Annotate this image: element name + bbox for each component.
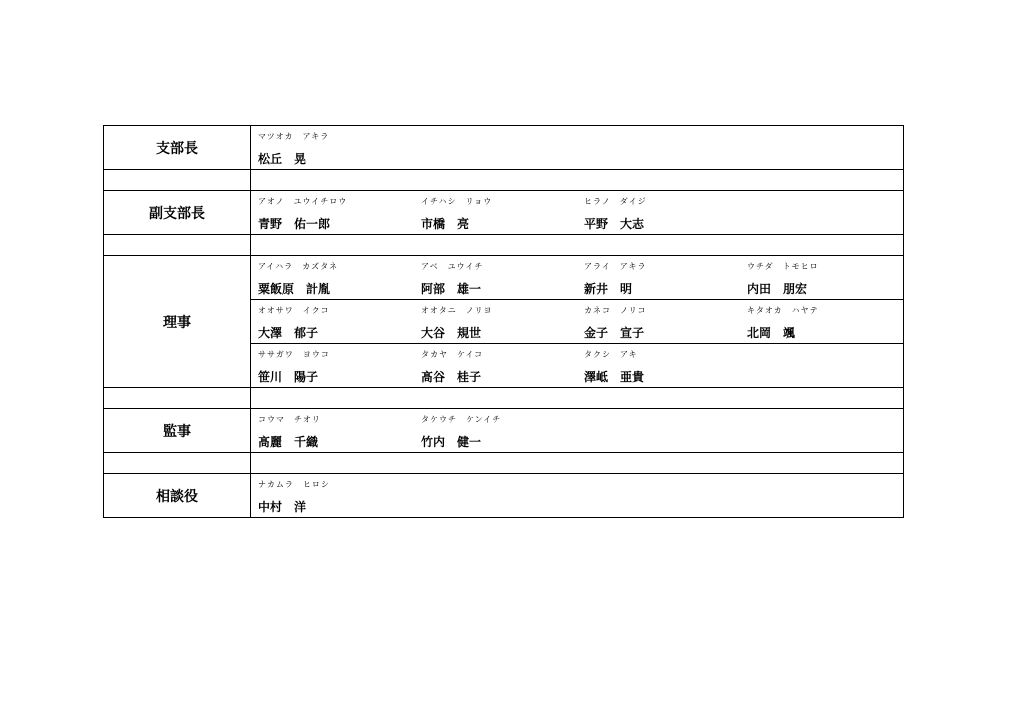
name-row [251,299,903,343]
name-kanji: 粟飯原 計胤 [258,282,331,296]
spacer-cell [104,453,251,474]
spacer-cell [104,170,251,191]
section-row [104,126,904,170]
name-kanji: 髙谷 桂子 [421,370,482,384]
name-reading: アベ ユウイチ [421,262,484,271]
spacer-cell [104,388,251,409]
section-row [104,409,904,453]
person-entry [584,300,747,343]
spacer-cell [251,170,904,191]
person-entry [258,474,421,517]
person-entry [421,344,584,387]
person-entry [747,256,910,299]
person-entry [258,300,421,343]
spacer-cell [251,388,904,409]
name-kanji: 髙麗 千織 [258,435,319,449]
name-reading: オオタニ ノリヨ [421,306,493,315]
name-row [251,126,903,169]
section-row [104,191,904,235]
name-kanji: 北岡 颯 [747,326,796,340]
person-entry [258,126,421,169]
role-label: 相談役 [104,474,251,518]
person-entry [421,300,584,343]
name-row [251,191,903,234]
spacer-row [104,170,904,191]
names-cell [251,256,904,388]
role-label: 監事 [104,409,251,453]
name-kanji: 青野 佑一郎 [258,217,331,231]
name-kanji: 新井 明 [584,282,633,296]
person-entry [747,300,910,343]
name-reading: タクシ アキ [584,350,638,359]
name-reading: アイハラ カズタネ [258,262,339,271]
name-kanji: 中村 洋 [258,500,307,514]
name-row [251,256,903,299]
name-reading: オオサワ イクコ [258,306,330,315]
name-kanji: 澤岻 亜貴 [584,370,645,384]
name-reading: コウマ チオリ [258,415,321,424]
name-kanji: 平野 大志 [584,217,645,231]
spacer-cell [251,453,904,474]
spacer-row [104,453,904,474]
names-cell [251,126,904,170]
name-kanji: 竹内 健一 [421,435,482,449]
person-entry [258,344,421,387]
names-cell [251,474,904,518]
spacer-cell [104,235,251,256]
names-cell [251,191,904,235]
name-kanji: 松丘 晃 [258,152,307,166]
person-entry [421,256,584,299]
person-entry [584,191,747,234]
person-entry [258,191,421,234]
officers-table [103,125,904,518]
name-kanji: 市橋 亮 [421,217,470,231]
name-kanji: 内田 朋宏 [747,282,808,296]
section-row [104,474,904,518]
person-entry [584,344,747,387]
name-row [251,409,903,452]
name-reading: ササガワ ヨウコ [258,350,330,359]
name-kanji: 大澤 郁子 [258,326,319,340]
name-reading: キタオカ ハヤテ [747,306,819,315]
person-entry [421,409,584,452]
name-reading: タカヤ ケイコ [421,350,484,359]
name-row [251,343,903,387]
names-cell [251,409,904,453]
role-label: 副支部長 [104,191,251,235]
name-kanji: 大谷 規世 [421,326,482,340]
role-label: 支部長 [104,126,251,170]
name-reading: イチハシ リョウ [421,197,493,206]
spacer-row [104,388,904,409]
name-reading: アライ アキラ [584,262,647,271]
officers-table-body [104,126,904,518]
person-entry [584,256,747,299]
spacer-row [104,235,904,256]
name-reading: ナカムラ ヒロシ [258,480,330,489]
name-reading: ウチダ トモヒロ [747,262,819,271]
name-reading: アオノ ユウイチロウ [258,197,348,206]
name-kanji: 笹川 陽子 [258,370,319,384]
name-kanji: 金子 宣子 [584,326,645,340]
person-entry [421,191,584,234]
spacer-cell [251,235,904,256]
person-entry [258,256,421,299]
name-row [251,474,903,517]
name-kanji: 阿部 雄一 [421,282,482,296]
role-label: 理事 [104,256,251,388]
name-reading: タケウチ ケンイチ [421,415,502,424]
section-row [104,256,904,388]
name-reading: マツオカ アキラ [258,132,330,141]
person-entry [258,409,421,452]
name-reading: ヒラノ ダイジ [584,197,647,206]
name-reading: カネコ ノリコ [584,306,647,315]
